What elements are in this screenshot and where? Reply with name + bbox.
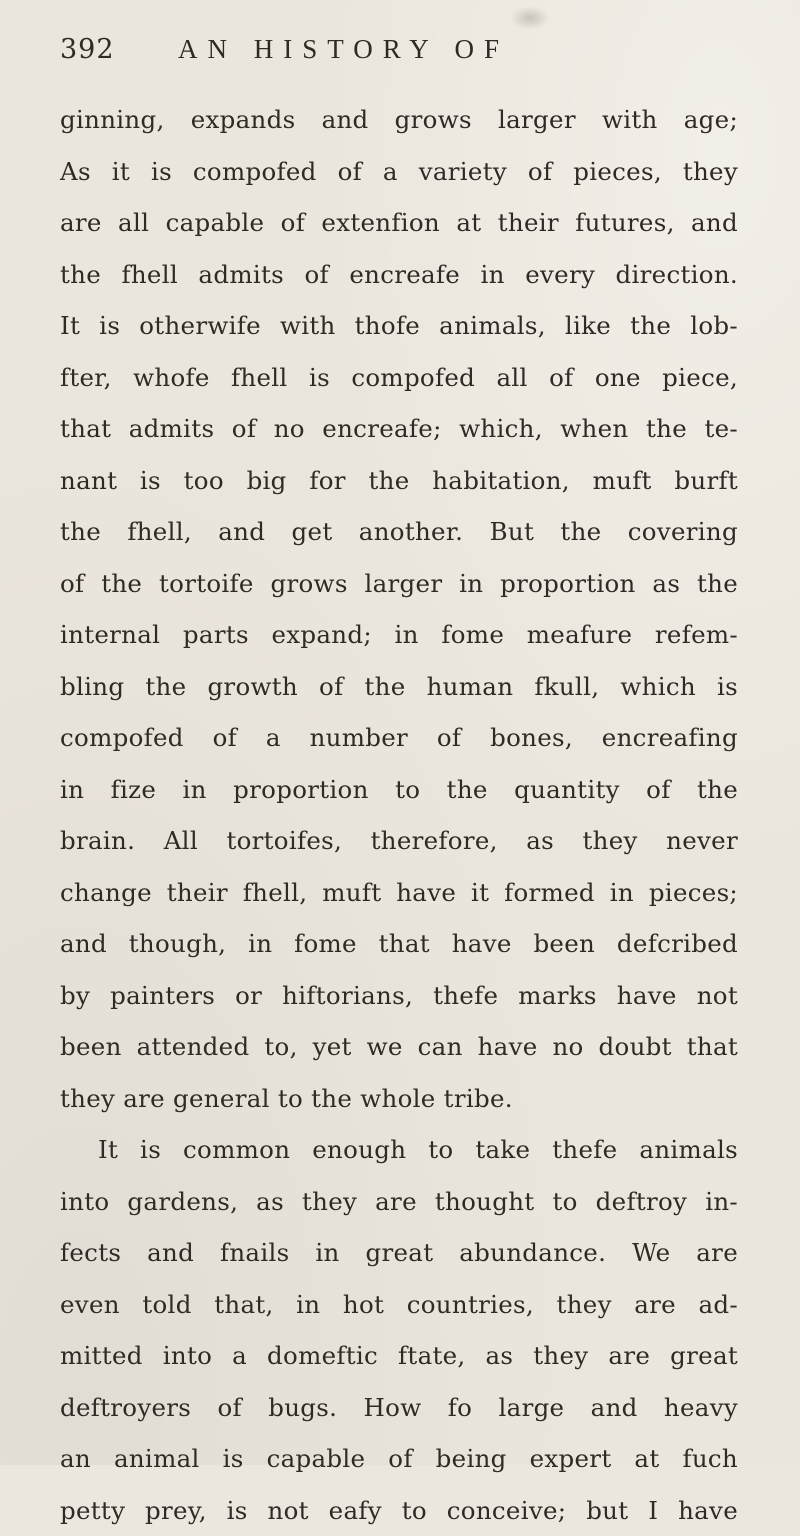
text-line: internal parts expand; in fome meafure refem- [60,609,738,661]
text-line: been attended to, yet we can have no doubt that [60,1021,738,1073]
text-line: are all capable of extenfion at their futures, and [60,197,738,249]
text-line: bling the growth of the human fkull, which is [60,661,738,713]
ink-smudge [510,6,550,30]
text-line: an animal is capable of being expert at fuch [60,1433,738,1485]
text-line: petty prey, is not eafy to conceive; but I have [60,1485,738,1536]
text-line: nant is too big for the habitation, muft burft [60,455,738,507]
text-line: ginning, expands and grows larger with age; [60,94,738,146]
page-number: 392 [60,34,115,65]
text-line: change their fhell, muft have it formed in pieces; [60,867,738,919]
text-line: by painters or hiftorians, thefe marks have not [60,970,738,1022]
text-line: they are general to the whole tribe. [60,1073,738,1125]
running-title: AN HISTORY OF [178,34,509,65]
text-line: even told that, in hot countries, they are ad- [60,1279,738,1331]
text-line: brain. All tortoifes, therefore, as they never [60,815,738,867]
text-line: As it is compofed of a variety of pieces, they [60,146,738,198]
text-line: that admits of no encreafe; which, when the te- [60,403,738,455]
text-line: mitted into a domeftic ftate, as they are great [60,1330,738,1382]
text-line: It is otherwife with thofe animals, like the lob- [60,300,738,352]
text-line: and though, in fome that have been defcribed [60,918,738,970]
page-header [60,34,780,74]
text-line: fter, whofe fhell is compofed all of one piece, [60,352,738,404]
text-line: the fhell admits of encreafe in every direction. [60,249,738,301]
text-line: It is common enough to take thefe animals [60,1124,738,1176]
text-line: fects and fnails in great abundance. We are [60,1227,738,1279]
text-line: deftroyers of bugs. How fo large and heavy [60,1382,738,1434]
text-line: the fhell, and get another. But the covering [60,506,738,558]
body-text [60,94,738,1536]
text-line: in fize in proportion to the quantity of the [60,764,738,816]
text-line: into gardens, as they are thought to deftroy in- [60,1176,738,1228]
text-line: of the tortoife grows larger in proportion as the [60,558,738,610]
text-line: compofed of a number of bones, encreafing [60,712,738,764]
